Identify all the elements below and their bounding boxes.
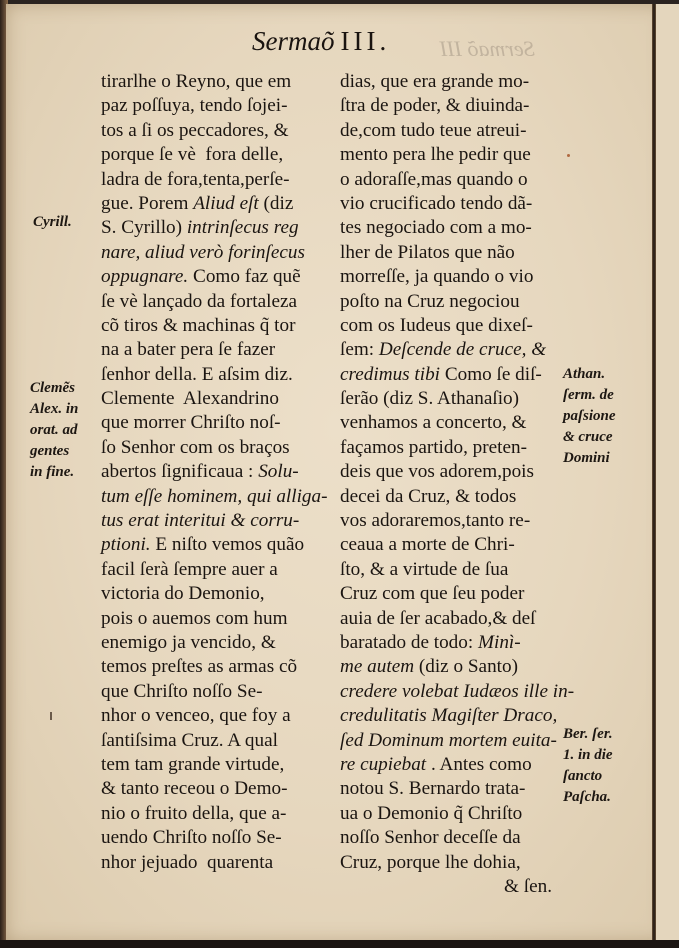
text-run: venhamos a concerto, & (340, 412, 527, 434)
text-run: decei da Cruz, & todos (340, 485, 517, 507)
text-run: que Chriſto noſſo Se- (101, 680, 263, 702)
margin-note-line: 1. in die (563, 747, 613, 763)
text-run: mento pera lhe pedir que (340, 144, 531, 166)
text-line (340, 802, 552, 826)
text-run: na a bater pera ſe fazer (101, 339, 276, 361)
text-run: ſto, & a virtude de ſua (340, 558, 509, 580)
text-run: vio crucificado tendo dã- (340, 192, 533, 214)
text-line (101, 753, 327, 777)
text-run: poſto na Cruz negociou (340, 290, 520, 312)
text-line (101, 826, 327, 850)
text-line (101, 192, 327, 216)
text-run: de,com tudo teue atreui- (340, 119, 527, 141)
margin-note-line: gentes (30, 443, 70, 459)
text-line (340, 826, 552, 850)
text-line (101, 655, 327, 679)
text-line (101, 704, 327, 728)
margin-note-line: Paſcha. (563, 789, 611, 805)
text-line (340, 168, 552, 192)
text-line (340, 558, 552, 582)
text-line (340, 241, 552, 265)
text-line (101, 94, 327, 118)
text-line (101, 143, 327, 167)
text-line (340, 582, 552, 606)
text-run: Como faz quẽ (188, 266, 301, 288)
text-line (340, 509, 552, 533)
text-run: nio o fruito della, que a- (101, 802, 287, 824)
text-line (101, 70, 327, 94)
text-run: Cruz, porque lhe dohia, (340, 851, 521, 873)
text-line (101, 485, 327, 509)
latin-quote: re cupiebat (340, 753, 427, 775)
text-run: nhor jejuado quarenta (101, 851, 274, 873)
text-line (101, 314, 327, 338)
latin-quote: ſed Dominum mortem euita- (340, 729, 557, 751)
latin-quote: Aliud eſt (193, 192, 259, 214)
text-run: ſo Senhor com os braços (101, 436, 290, 458)
text-run: tes negociado com a mo- (340, 217, 532, 239)
margin-note-clement (30, 378, 78, 483)
margin-note-line: orat. ad (30, 422, 78, 438)
show-through-text: Sermaõ III (440, 36, 535, 61)
latin-quote: intrinſecus reg (186, 217, 299, 239)
text-run: paz poſſuya, tendo ſojei- (101, 95, 288, 117)
text-run: lher de Pilatos que não (340, 241, 515, 263)
text-run: ceaua a morte de Chri- (340, 534, 515, 556)
text-line (101, 460, 327, 484)
text-run: nhor o venceo, que foy a (101, 705, 291, 727)
text-column-right (340, 70, 575, 899)
margin-note-line: Ber. ſer. (563, 726, 613, 742)
catchword-text: & ſen. (504, 875, 552, 897)
text-run: Clemente Alexandrino (101, 388, 279, 410)
text-run: notou S. Bernardo trata- (340, 778, 526, 800)
text-line (101, 582, 327, 606)
text-run: ſem: (340, 339, 379, 361)
catchword (340, 875, 552, 899)
text-line (101, 411, 327, 435)
text-line (101, 363, 327, 387)
text-run: (diz o Santo) (414, 656, 518, 678)
text-line (101, 509, 327, 533)
text-line (340, 192, 552, 216)
header-title: Sermaõ (252, 26, 335, 56)
text-run: & tanto receou o Demo- (101, 778, 288, 800)
text-run: (diz (258, 192, 294, 214)
book-edge-bottom (0, 940, 679, 948)
text-line (101, 338, 327, 362)
text-line (101, 558, 327, 582)
text-run: . Antes como (426, 753, 532, 775)
text-line (340, 411, 552, 435)
margin-note-line: & cruce (563, 429, 613, 445)
text-run: Como ſe diſ- (440, 363, 542, 385)
text-run: ſerão (diz S. Athanaſio) (340, 388, 520, 410)
text-line (340, 338, 552, 362)
text-line (101, 241, 327, 265)
text-run: que morrer Chriſto noſ- (101, 412, 281, 434)
text-line (340, 143, 552, 167)
text-run: baratado de todo: (340, 631, 478, 653)
margin-note-line: Domini (563, 450, 610, 466)
text-line (101, 777, 327, 801)
text-line (340, 436, 552, 460)
text-run: S. Cyrillo) (101, 217, 187, 239)
text-run: ſenhor della. E aſsim diz. (101, 363, 293, 385)
text-run: uendo Chriſto noſſo Se- (101, 827, 282, 849)
text-line (340, 704, 558, 728)
margin-note-cyrill (33, 212, 72, 233)
text-run: enemigo ja vencido, & (101, 631, 276, 653)
text-run: victoria do Demonio, (101, 583, 265, 605)
text-line (340, 680, 575, 704)
text-line (101, 216, 327, 240)
margin-note-line: Athan. (563, 366, 606, 382)
latin-quote: oppugnare. (101, 266, 189, 288)
text-line (101, 387, 327, 411)
text-line (101, 533, 327, 557)
latin-quote: ptioni. (101, 534, 151, 556)
text-line (101, 680, 327, 704)
text-run: temos preſtes as armas cõ (101, 656, 298, 678)
text-line (101, 265, 327, 289)
latin-quote: Deſcende de cruce, & (378, 339, 547, 361)
text-run: pois o auemos com hum (101, 607, 288, 629)
text-line (340, 94, 552, 118)
text-run: gue. Porem (101, 192, 194, 214)
text-run: ua o Demonio q̃ Chriſto (340, 802, 523, 824)
latin-quote: me autem (340, 656, 415, 678)
adjacent-page-edge (656, 4, 679, 942)
text-line (340, 753, 552, 777)
text-line (340, 533, 552, 557)
text-line (101, 436, 327, 460)
text-run: vos adoraremos,tanto re- (340, 510, 531, 532)
text-line (340, 631, 552, 655)
text-line (340, 290, 552, 314)
margin-note-line: ſerm. de (563, 387, 614, 403)
text-line (340, 314, 552, 338)
text-run: abertos ſignificaua : (101, 461, 259, 483)
text-run: tos a ſi os peccadores, & (101, 119, 289, 141)
text-line (340, 70, 552, 94)
text-run: porque ſe vè fora delle, (101, 144, 284, 166)
text-run: tirarlhe o Reyno, que em (101, 71, 292, 92)
latin-quote: tus erat interitui & corru- (101, 510, 300, 532)
header-numeral: III. (340, 26, 391, 56)
text-run: deis que vos adorem,pois (340, 461, 534, 483)
margin-note-line: in fine. (30, 464, 75, 480)
text-run: dias, que era grande mo- (340, 71, 530, 92)
text-line (101, 607, 327, 631)
text-run: noſſo Senhor deceſſe da (340, 827, 521, 849)
text-line (340, 777, 552, 801)
text-line (340, 729, 557, 753)
latin-quote: credimus tibi (340, 363, 441, 385)
text-line (340, 655, 552, 679)
margin-note-line: Cyrill. (33, 214, 72, 230)
text-line (101, 729, 327, 753)
text-line (340, 607, 552, 631)
text-run: ladra de fora,tenta,perſe- (101, 168, 290, 190)
text-run: E niſto vemos quão (150, 534, 305, 556)
running-header (252, 26, 390, 57)
text-line (340, 387, 552, 411)
text-line (101, 119, 327, 143)
text-line (101, 851, 327, 875)
margin-note-athanasius (563, 364, 616, 469)
text-line (340, 485, 552, 509)
latin-quote: tum eſſe hominem, qui alliga- (101, 485, 328, 507)
text-column-left (101, 70, 327, 875)
latin-quote: Minì- (478, 631, 521, 653)
text-run: com os Iudeus que dixeſ- (340, 314, 533, 336)
text-run: tem tam grande virtude, (101, 753, 285, 775)
text-line (340, 265, 552, 289)
text-line (340, 851, 552, 875)
text-run: ſe vè lançado da fortaleza (101, 290, 298, 312)
text-run: auia de ſer acabado,& deſ (340, 607, 536, 629)
text-run: ſantiſsima Cruz. A qual (101, 729, 278, 751)
latin-quote: credulitatis Magiſter Draco, (340, 705, 558, 727)
text-run: o adoraſſe,mas quando o (340, 168, 528, 190)
text-line (101, 631, 327, 655)
latin-quote: nare, aliud verò forinſecus (101, 241, 305, 263)
text-line (340, 119, 552, 143)
margin-note-line: ſancto (563, 768, 603, 784)
text-run: cõ tiros & machinas q̃ tor (101, 314, 296, 336)
text-run: Cruz com que ſeu poder (340, 583, 525, 605)
text-line (340, 216, 552, 240)
text-line (101, 802, 327, 826)
margin-note-line: paſsione (563, 408, 616, 424)
text-run: façamos partido, preten- (340, 436, 527, 458)
text-line (101, 168, 327, 192)
margin-note-bernard (563, 724, 613, 808)
text-run: ſtra de poder, & diuinda- (340, 95, 530, 117)
margin-note-line: Clemẽs (30, 380, 75, 396)
latin-quote: credere volebat Iudæos ille in- (340, 680, 575, 702)
ink-mark (50, 712, 52, 720)
text-run: morreſſe, ja quando o vio (340, 266, 534, 288)
text-line (340, 363, 552, 387)
ink-speck (567, 154, 570, 157)
text-run: facil ſerà ſempre auer a (101, 558, 278, 580)
text-line (340, 460, 552, 484)
latin-quote: Solu- (258, 461, 299, 483)
margin-note-line: Alex. in (30, 401, 79, 417)
text-line (101, 290, 327, 314)
